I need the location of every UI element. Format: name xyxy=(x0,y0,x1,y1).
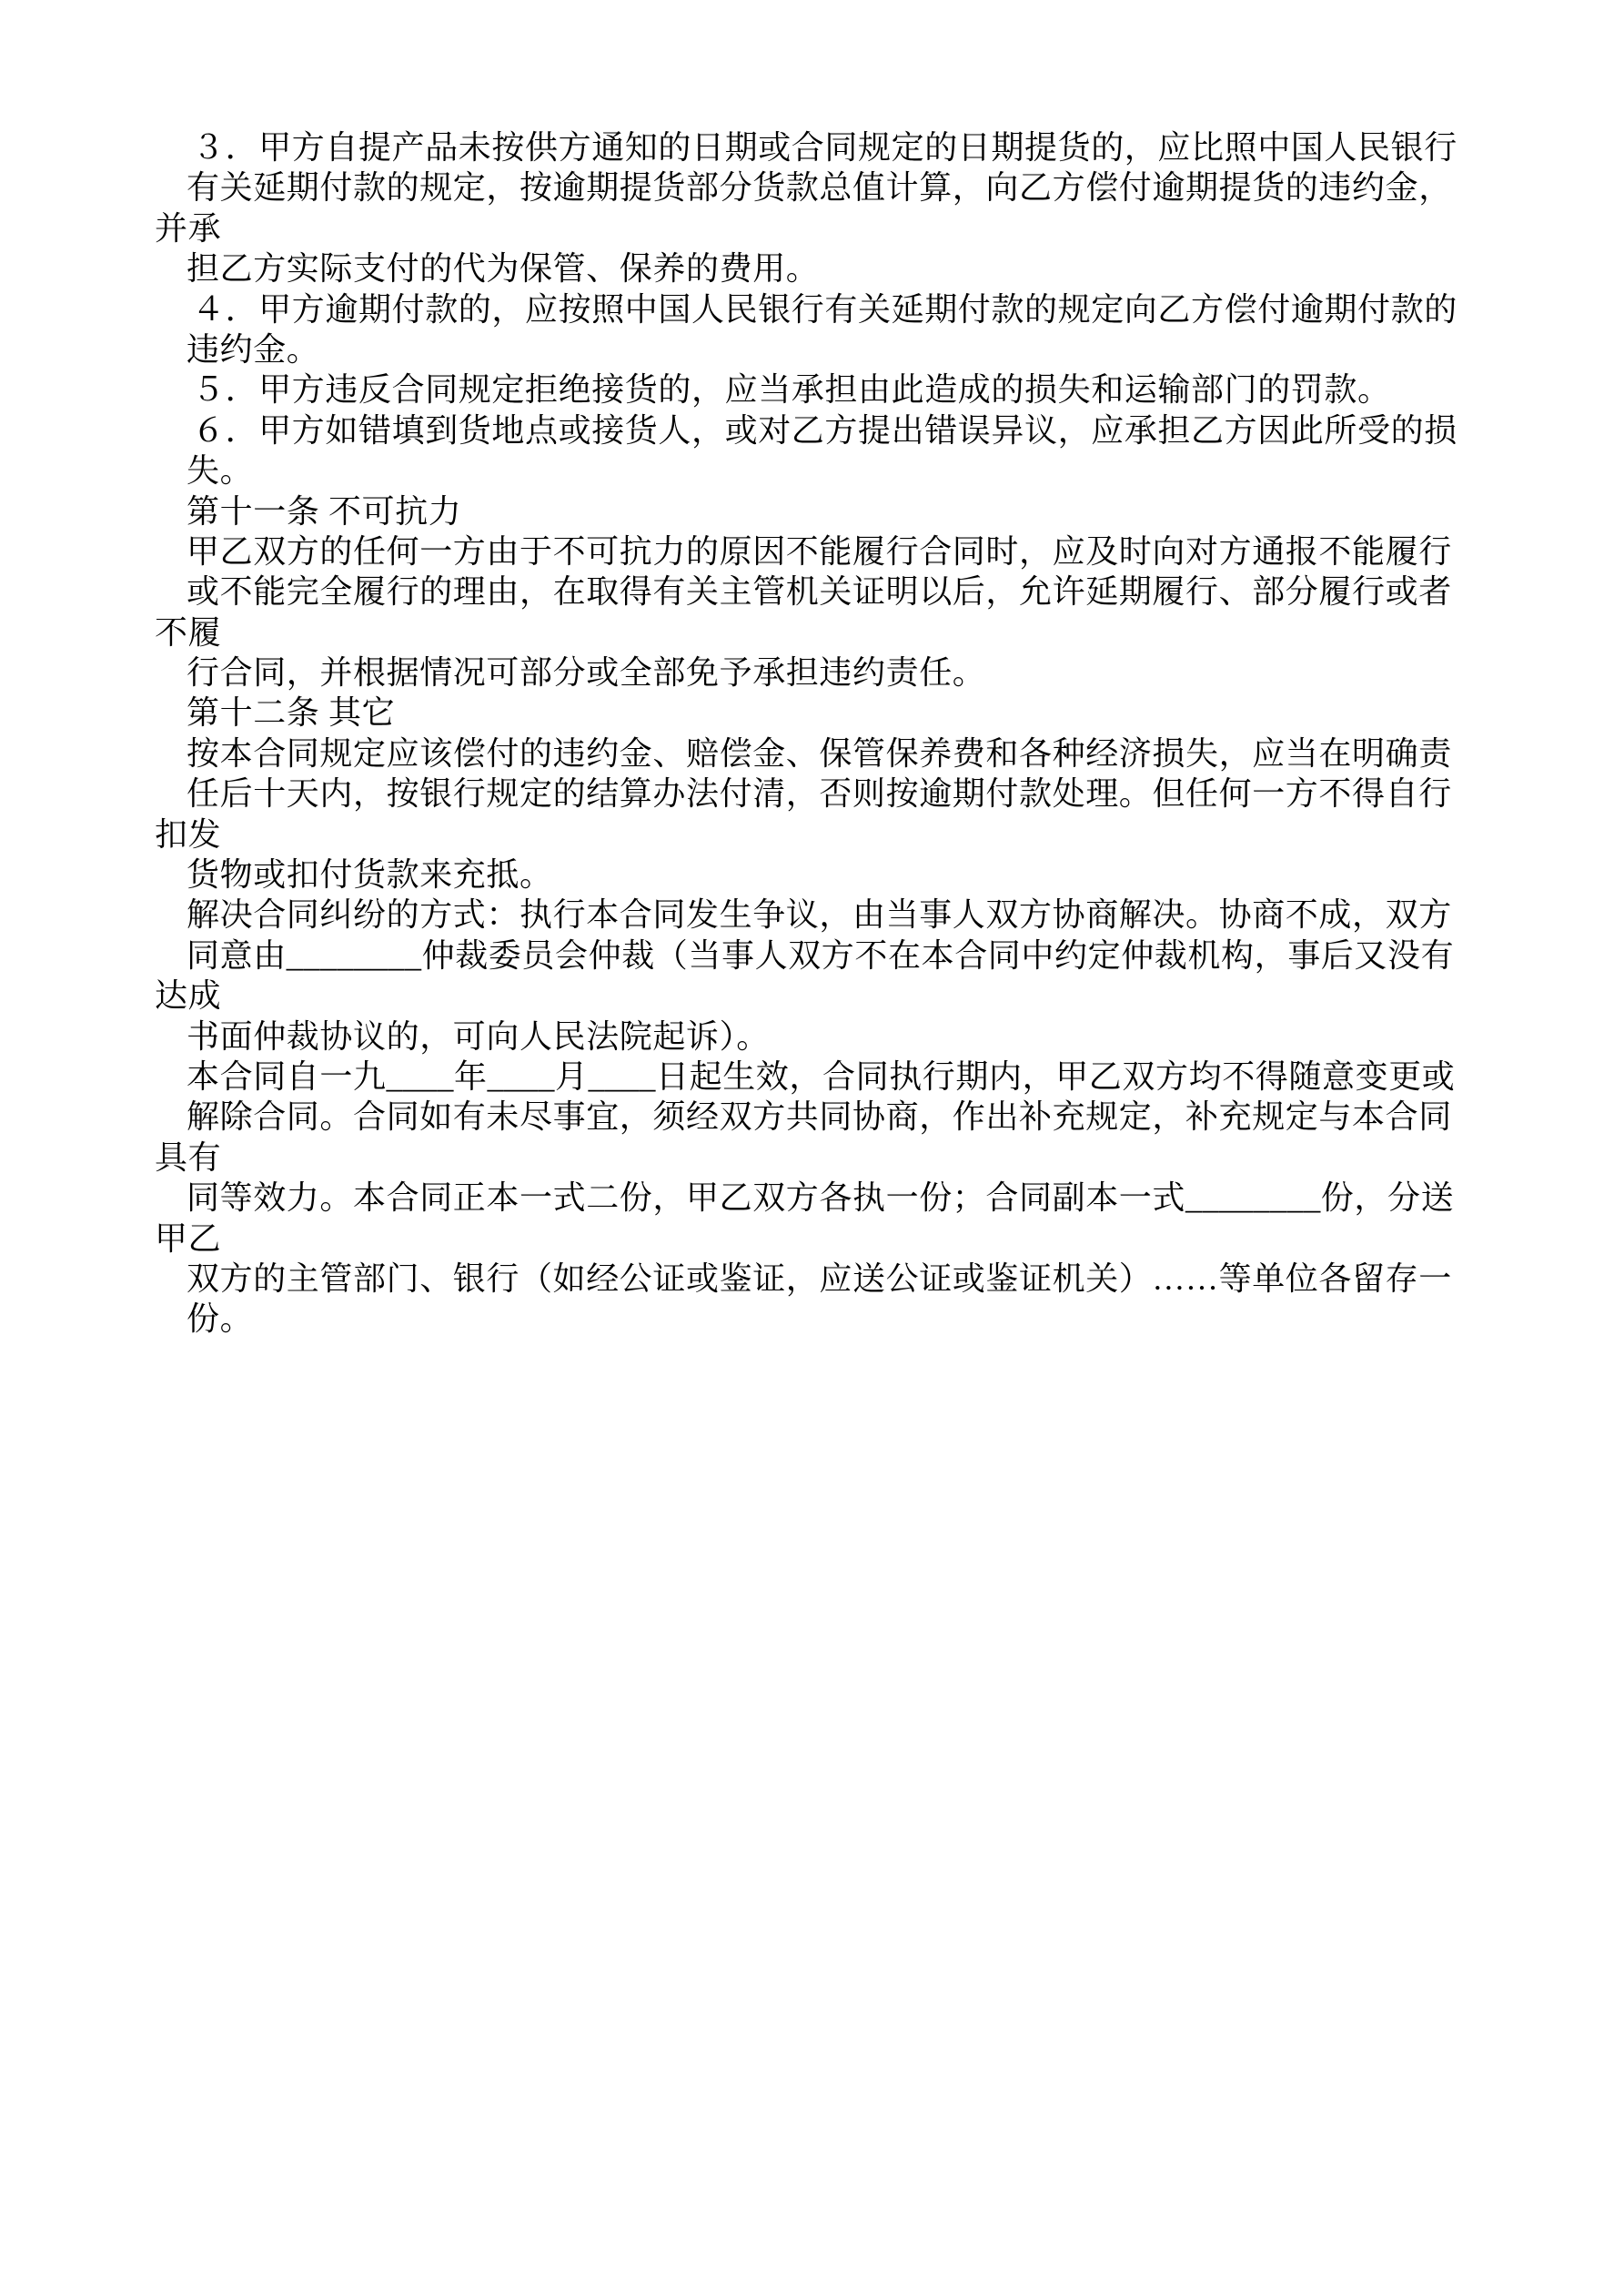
contract-line: 并承 xyxy=(155,209,222,247)
contract-line: 甲乙 xyxy=(155,1219,222,1257)
contract-line: 同等效力。本合同正本一式二份，甲乙双方各执一份；合同副本一式________份，分送 xyxy=(187,1179,1455,1217)
contract-line: 第十二条 其它 xyxy=(187,694,396,732)
contract-line: 书面仲裁协议的，可向人民法院起诉）。 xyxy=(187,1017,770,1055)
contract-line: 份。 xyxy=(187,1300,254,1338)
contract-line: 甲乙双方的任何一方由于不可抗力的原因不能履行合同时，应及时向对方通报不能履行 xyxy=(187,532,1452,570)
contract-line: 双方的主管部门、银行（如经公证或鉴证，应送公证或鉴证机关）……等单位各留存一 xyxy=(187,1259,1452,1297)
contract-line: 担乙方实际支付的代为保管、保养的费用。 xyxy=(187,250,820,288)
contract-line: 本合同自一九____年____月____日起生效，合同执行期内，甲乙双方均不得随意变更或 xyxy=(187,1057,1456,1095)
contract-line: 解决合同纠纷的方式：执行本合同发生争议，由当事人双方协商解决。协商不成，双方 xyxy=(187,896,1452,934)
contract-line: 任后十天内，按银行规定的结算办法付清，否则按逾期付款处理。但任何一方不得自行 xyxy=(187,775,1452,813)
contract-body xyxy=(155,127,1483,1340)
contract-line: ５．甲方违反合同规定拒绝接货的，应当承担由此造成的损失和运输部门的罚款。 xyxy=(192,371,1391,409)
contract-line: 货物或扣付货款来充抵。 xyxy=(187,856,553,894)
contract-line: ３．甲方自提产品未按供方通知的日期或合同规定的日期提货的，应比照中国人民银行 xyxy=(192,129,1458,166)
contract-line: 有关延期付款的规定，按逾期提货部分货款总值计算，向乙方偿付逾期提货的违约金， xyxy=(187,169,1452,207)
contract-line: 或不能完全履行的理由，在取得有关主管机关证明以后，允许延期履行、部分履行或者 xyxy=(187,573,1452,611)
contract-line: 达成 xyxy=(155,977,222,1015)
contract-line: 具有 xyxy=(155,1138,222,1176)
contract-line: 不履 xyxy=(155,613,222,651)
contract-line: 解除合同。合同如有未尽事宜，须经双方共同协商，作出补充规定，补充规定与本合同 xyxy=(187,1098,1452,1136)
contract-line: ４．甲方逾期付款的，应按照中国人民银行有关延期付款的规定向乙方偿付逾期付款的 xyxy=(192,290,1458,328)
contract-line: 按本合同规定应该偿付的违约金、赔偿金、保管保养费和各种经济损失，应当在明确责 xyxy=(187,734,1452,772)
contract-line: 第十一条 不可抗力 xyxy=(187,492,462,530)
contract-line: 扣发 xyxy=(155,815,222,853)
contract-line: 失。 xyxy=(187,452,254,490)
contract-line: 行合同，并根据情况可部分或全部免予承担违约责任。 xyxy=(187,654,986,692)
contract-line: 违约金。 xyxy=(187,330,320,368)
contract-line: ６．甲方如错填到货地点或接货人，或对乙方提出错误异议，应承担乙方因此所受的损 xyxy=(192,411,1458,449)
contract-line: 同意由________仲裁委员会仲裁（当事人双方不在本合同中约定仲裁机构，事后又没有 xyxy=(187,936,1455,974)
